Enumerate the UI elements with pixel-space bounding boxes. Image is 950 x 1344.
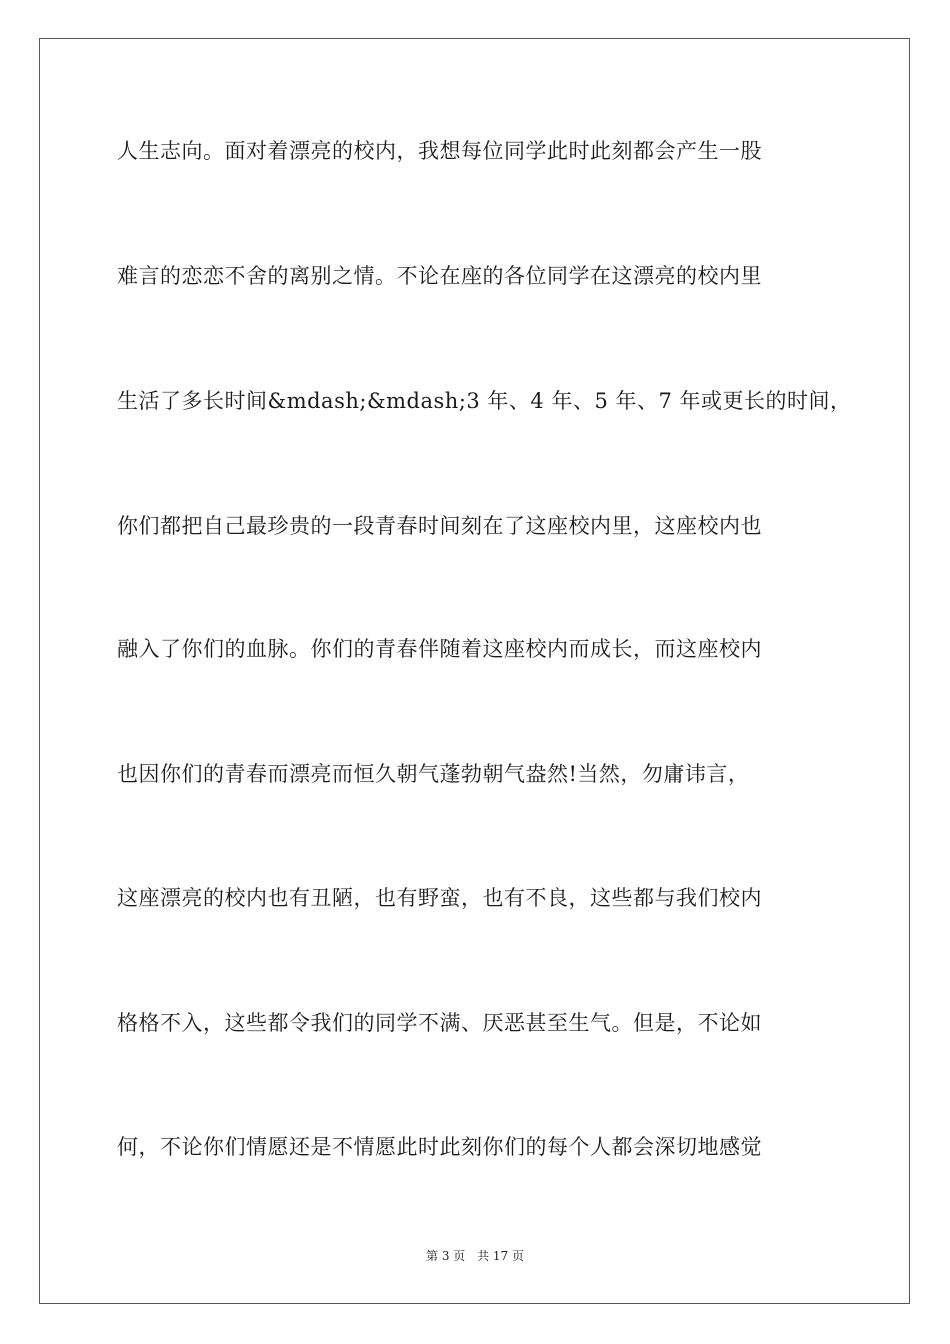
body-text-line: 难言的恋恋不舍的离别之情。不论在座的各位同学在这漂亮的校内里	[117, 264, 762, 288]
body-text-line: 何，不论你们情愿还是不情愿此时此刻你们的每个人都会深切地感觉	[117, 1135, 762, 1159]
page-number: 第 3 页	[426, 1249, 466, 1263]
page-total: 共 17 页	[477, 1249, 524, 1263]
body-text-line: 生活了多长时间&mdash;&mdash;3 年、4 年、5 年、7 年或更长的时间，	[117, 389, 852, 413]
body-text-line: 你们都把自己最珍贵的一段青春时间刻在了这座校内里，这座校内也	[117, 514, 762, 538]
body-text-line: 融入了你们的血脉。你们的青春伴随着这座校内而成长，而这座校内	[117, 637, 762, 661]
body-text-line: 这座漂亮的校内也有丑陋，也有野蛮，也有不良，这些都与我们校内	[117, 886, 762, 910]
page-footer	[0, 1247, 950, 1264]
body-text-line: 格格不入，这些都令我们的同学不满、厌恶甚至生气。但是，不论如	[117, 1011, 762, 1035]
body-text-line: 也因你们的青春而漂亮而恒久朝气蓬勃朝气盎然!当然，勿庸讳言，	[117, 762, 750, 786]
page-border	[39, 38, 910, 1304]
body-text-line: 人生志向。面对着漂亮的校内，我想每位同学此时此刻都会产生一股	[117, 139, 762, 163]
